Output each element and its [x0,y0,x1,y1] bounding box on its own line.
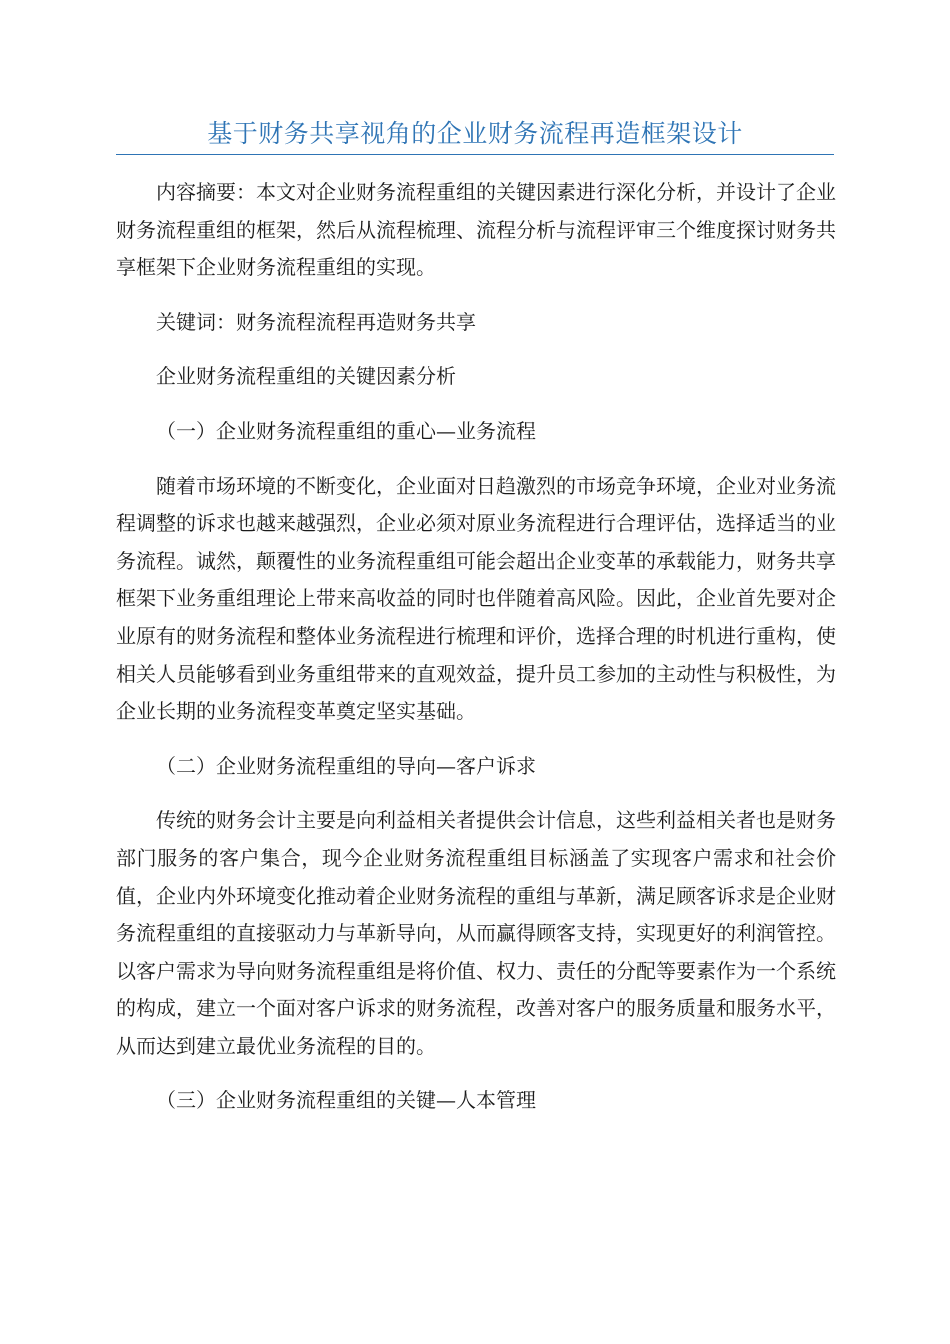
keywords-paragraph: 关键词：财务流程流程再造财务共享 [156,309,476,334]
subsection-heading-2: （二）企业财务流程重组的导向—客户诉求 [156,753,536,778]
abstract-paragraph: 内容摘要：本文对企业财务流程重组的关键因素进行深化分析，并设计了企业财务流程重组的框架，然后从流程梳理、流程分析与流程评审三个维度探讨财务共享框架下企业财务流程重组的实现。 [116,180,836,280]
title-underline [116,154,834,155]
body-paragraph-2: 传统的财务会计主要是向利益相关者提供会计信息，这些利益相关者也是财务部门服务的客户集合，现今企业财务流程重组目标涵盖了实现客户需求和社会价值，企业内外环境变化推动着企业财务流程的重组与革新，满足顾客诉求是企业财务流程重组的直接驱动力与革新导向，从而赢得顾客支持，实现更好的利润管控。以客户需求为导向财务流程重组是将价值、权力、责任的分配等要素作为一个系统的构成，建立一个面对客户诉求的财务流程，改善对客户的服务质量和服务水平，从而达到建立最优业务流程的目的。 [116,808,836,1058]
document-body [116,174,836,1137]
subsection-heading-1: （一）企业财务流程重组的重心—业务流程 [156,418,536,443]
document-title: 基于财务共享视角的企业财务流程再造框架设计 [207,119,743,148]
section-heading: 企业财务流程重组的关键因素分析 [156,364,456,389]
subsection-heading-3: （三）企业财务流程重组的关键—人本管理 [156,1088,536,1113]
body-paragraph-1: 随着市场环境的不断变化，企业面对日趋激烈的市场竞争环境，企业对业务流程调整的诉求也越来越强烈，企业必须对原业务流程进行合理评估，选择适当的业务流程。诚然，颠覆性的业务流程重组可能会超出企业变革的承载能力，财务共享框架下业务重组理论上带来高收益的同时也伴随着高风险。因此，企业首先要对企业原有的财务流程和整体业务流程进行梳理和评价，选择合理的时机进行重构，使相关人员能够看到业务重组带来的直观效益，提升员工参加的主动性与积极性，为企业长期的业务流程变革奠定坚实基础。 [116,473,836,724]
